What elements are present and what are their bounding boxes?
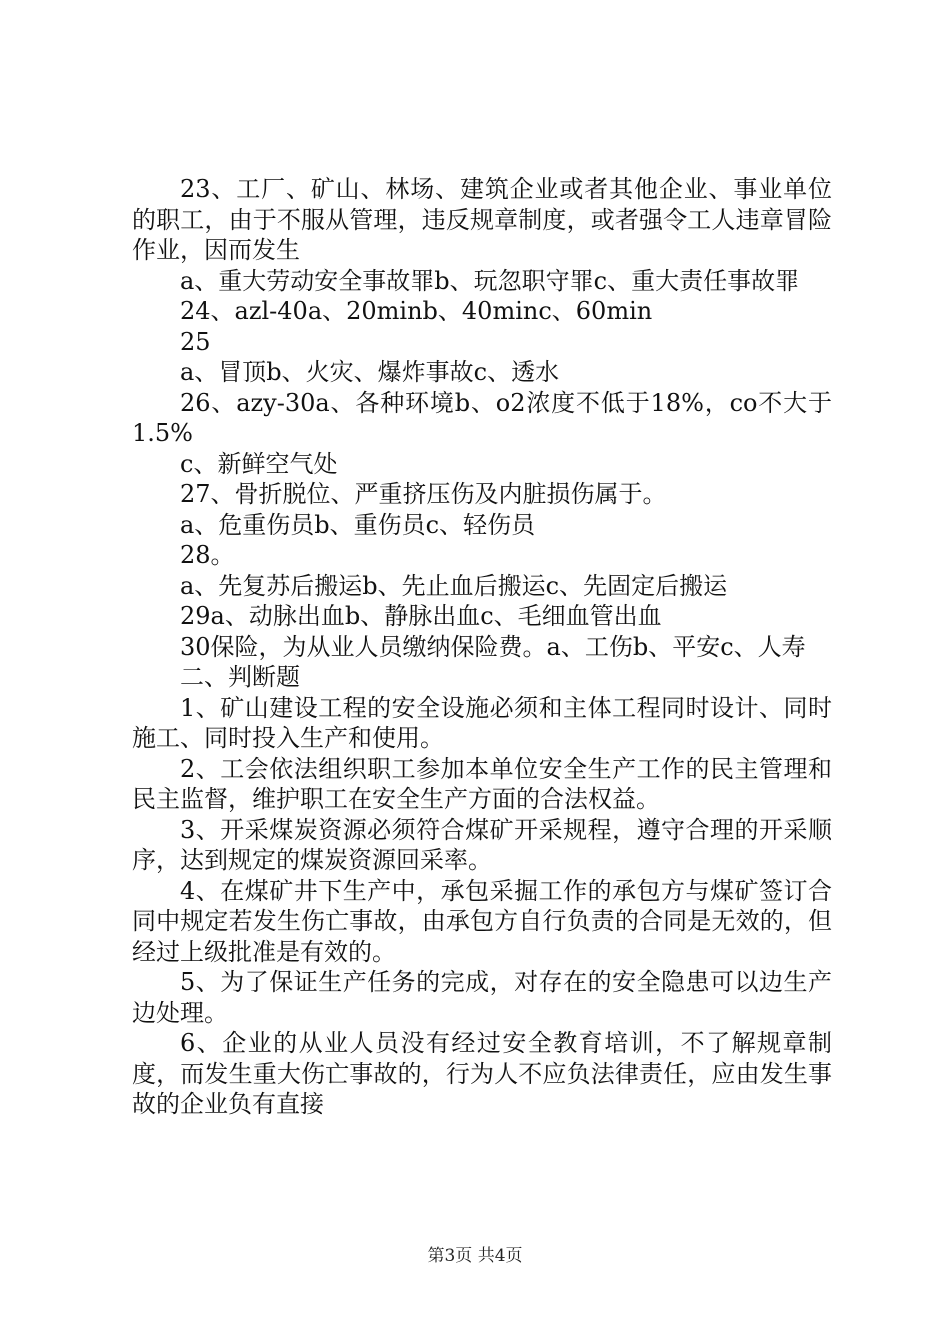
paragraph-judgment-3: 3、开采煤炭资源必须符合煤矿开采规程，遵守合理的开采顺序，达到规定的煤炭资源回采率。 [132, 815, 832, 874]
paragraph-q30: 30保险，为从业人员缴纳保险费。a、工伤b、平安c、人寿 [180, 632, 806, 661]
paragraph-q26-option-c: c、新鲜空气处 [180, 449, 338, 478]
paragraph-q28: 28。 [180, 541, 235, 569]
paragraph-q29: 29a、动脉出血b、静脉出血c、毛细血管出血 [180, 602, 662, 630]
page-number-footer: 第3页 共4页 [427, 1246, 523, 1266]
paragraph-judgment-1: 1、矿山建设工程的安全设施必须和主体工程同时设计、同时施工、同时投入生产和使用。 [132, 693, 832, 752]
paragraph-q26: 26、azy-30a、各种环境b、o2浓度不低于18%，co不大于1.5% [132, 388, 832, 447]
paragraph-judgment-6: 6、企业的从业人员没有经过安全教育培训，不了解规章制度，而发生重大伤亡事故的，行为人不应负法律责任，应由发生事故的企业负有直接 [132, 1029, 832, 1118]
paragraph-q27-options: a、危重伤员b、重伤员c、轻伤员 [180, 510, 536, 539]
paragraph-q23-options: a、重大劳动安全事故罪b、玩忽职守罪c、重大责任事故罪 [180, 266, 800, 295]
paragraph-q24: 24、azl-40a、20minb、40minc、60min [180, 297, 653, 325]
paragraph-judgment-5: 5、为了保证生产任务的完成，对存在的安全隐患可以边生产边处理。 [132, 968, 832, 1027]
section-heading-judgment: 二、判断题 [180, 663, 300, 691]
paragraph-q28-options: a、先复苏后搬运b、先止血后搬运c、先固定后搬运 [180, 571, 728, 600]
paragraph-judgment-4: 4、在煤矿井下生产中，承包采掘工作的承包方与煤矿签订合同中规定若发生伤亡事故，由承包方自行负责的合同是无效的，但经过上级批准是有效的。 [132, 876, 832, 966]
paragraph-q25-options: a、冒顶b、火灾、爆炸事故c、透水 [180, 358, 560, 386]
paragraph-q23: 23、工厂、矿山、林场、建筑企业或者其他企业、事业单位的职工，由于不服从管理，违反规章制度，或者强令工人违章冒险作业，因而发生 [132, 175, 832, 264]
document-body [132, 174, 832, 1120]
paragraph-q25: 25 [180, 327, 211, 356]
paragraph-q27: 27、骨折脱位、严重挤压伤及内脏损伤属于。 [180, 480, 667, 508]
paragraph-judgment-2: 2、工会依法组织职工参加本单位安全生产工作的民主管理和民主监督，维护职工在安全生产方面的合法权益。 [132, 754, 832, 813]
